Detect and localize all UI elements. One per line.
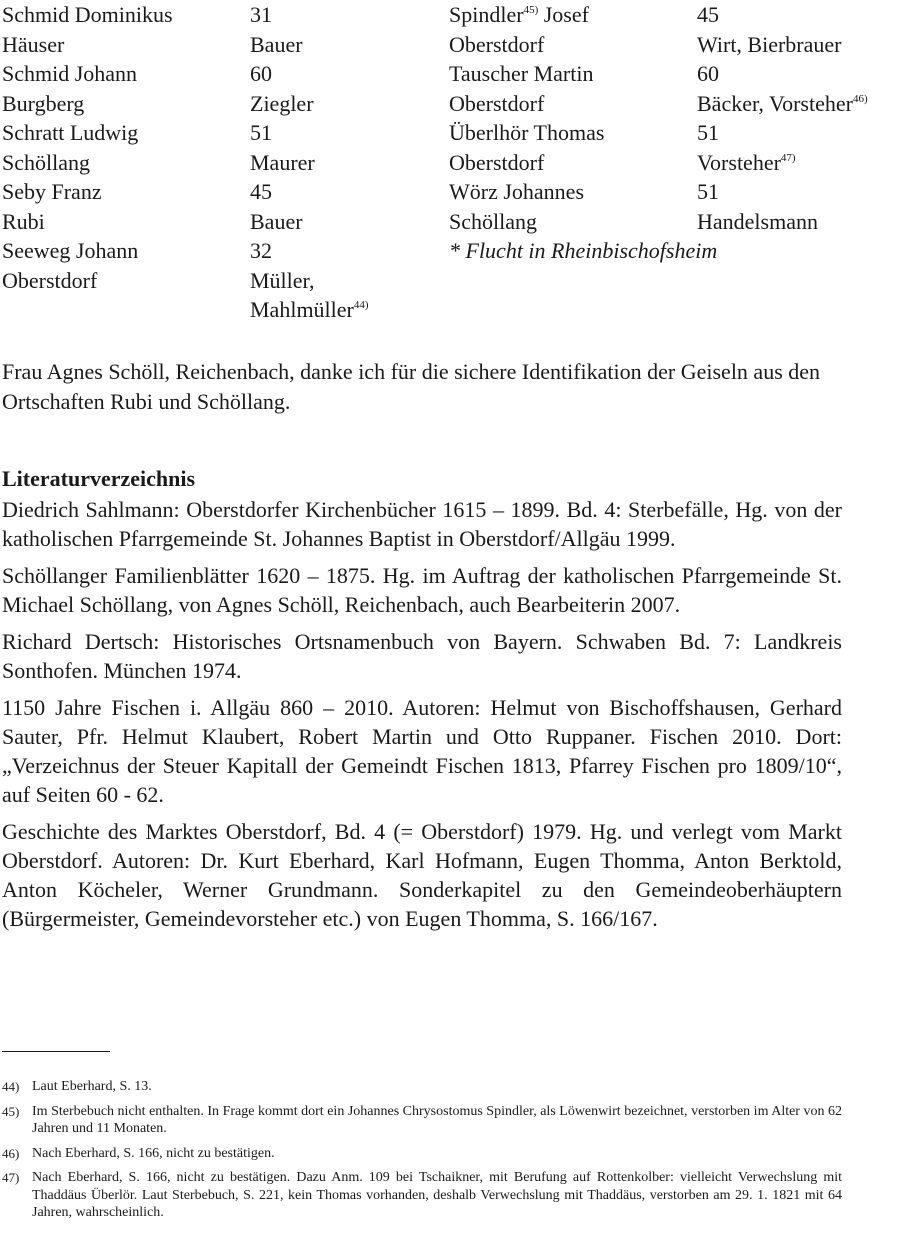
roster-name-text: Spindler: [449, 2, 524, 27]
roster-name: Schmid Johann: [2, 61, 138, 86]
roster-detail: 51: [697, 179, 719, 204]
footnote-number: 46): [2, 1145, 20, 1161]
footnote-number: 47): [2, 1170, 20, 1185]
roster-row: [2, 207, 442, 237]
bibliography-entry: Schöllanger Familienblätter 1620 – 1875. Hg. im Auftrag der katholischen Pfarrgemeinde St. Michael Schöllang, von Agnes Schöll, Reichenbach, auch Bearbeiterin 2007.: [2, 563, 842, 617]
roster-row: [2, 0, 442, 30]
footnote-text: Nach Eberhard, S. 166, nicht zu bestätigen. Dazu Anm. 109 bei Tschaikner, mit Berufung auf Rottenkolber: vielleicht Verwechslung mit Thaddäus Überlör. Laut Sterbebuch, S. 221, kein Thomas vorhanden, deshalb Verwechslung mit Thaddäus, verstorben am 29. 1. 1821 mit 64 Jahren, wahrscheinlich.: [32, 1170, 842, 1220]
footnote-ref[interactable]: 47): [780, 151, 796, 164]
roster-row: [2, 266, 442, 296]
roster-name: Tauscher Martin: [449, 61, 594, 86]
hostage-roster-right: [449, 0, 900, 266]
bibliography-entry: Richard Dertsch: Historisches Ortsnamenbuch von Bayern. Schwaben Bd. 7: Landkreis Sonthofen. München 1974.: [2, 629, 842, 683]
roster-occupation: Ziegler: [250, 90, 314, 116]
roster-detail: 31: [250, 2, 272, 27]
roster-name: Schmid Dominikus: [2, 2, 173, 27]
roster-detail: 60: [250, 61, 272, 86]
roster-place: Rubi: [2, 208, 45, 234]
footnote-number: 45): [2, 1103, 20, 1119]
roster-row: [2, 30, 442, 60]
footnote: [2, 1103, 842, 1138]
roster-row: [449, 148, 900, 178]
footnote-list: [2, 1078, 842, 1229]
footnote-ref[interactable]: 44): [353, 299, 369, 311]
roster-row: [449, 59, 900, 89]
roster-row: [449, 0, 900, 30]
roster-row: [449, 207, 900, 237]
roster-place: Oberstdorf: [449, 149, 545, 175]
roster-occupation: Bauer: [250, 208, 303, 234]
bibliography-entry: 1150 Jahre Fischen i. Allgäu 860 – 2010. Autoren: Helmut von Bischoffshausen, Gerhard Sauter, Pfr. Helmut Klaubert, Robert Martin und Otto Ruppaner. Fischen 2010. Dort: „Verzeichnus der Steuer Kapitall der Gemeindt Fischen 1813, Pfarrey Fischen pro 1809/10“, auf Seiten 60 - 62.: [2, 695, 842, 807]
footnote-number: 44): [2, 1079, 20, 1094]
bibliography-heading: Literaturverzeichnis: [2, 466, 196, 491]
roster-row: [449, 89, 900, 119]
roster-name-text: Josef: [538, 2, 589, 27]
bibliography-list: [2, 495, 842, 941]
roster-row: [2, 236, 442, 266]
footnote-text: Nach Eberhard, S. 166, nicht zu bestätigen.: [32, 1145, 275, 1161]
roster-place: Schöllang: [2, 149, 90, 175]
acknowledgement-paragraph: Frau Agnes Schöll, Reichenbach, danke ich für die sichere Identifikation der Geiseln aus den Ortschaften Rubi und Schöllang.: [2, 359, 821, 414]
roster-row: [2, 148, 442, 178]
roster-occupation: Handelsmann: [697, 208, 818, 234]
roster-name: [449, 0, 697, 30]
roster-occupation: Maurer: [250, 149, 315, 175]
roster-name: Wörz Johannes: [449, 179, 585, 204]
footnote-ref[interactable]: 45): [523, 4, 539, 16]
roster-name: Seby Franz: [2, 179, 102, 204]
roster-row: [2, 118, 442, 148]
roster-place: Oberstdorf: [2, 267, 98, 293]
roster-occupation-text: Bäcker, Vorsteher: [697, 90, 853, 116]
roster-row: [2, 177, 442, 207]
roster-occupation: Müller,: [250, 267, 315, 293]
roster-place: Oberstdorf: [449, 31, 545, 57]
roster-place: Burgberg: [2, 90, 85, 116]
roster-place: [2, 295, 250, 325]
roster-detail: 45: [697, 2, 719, 27]
roster-occupation: [697, 89, 868, 119]
bibliography-entry: Geschichte des Marktes Oberstdorf, Bd. 4 (= Oberstdorf) 1979. Hg. und verlegt vom Markt Oberstdorf. Autoren: Dr. Kurt Eberhard, Karl Hofmann, Eugen Thomma, Anton Berktold, Anton Köcheler, Werner Grundmann. Sonderkapitel zu den Gemeindeoberhäuptern (Bürgermeister, Gemeindevorsteher etc.) von Eugen Thomma, S. 166/167.: [2, 819, 842, 931]
roster-row: [449, 177, 900, 207]
roster-occupation: Wirt, Bierbrauer: [697, 31, 842, 57]
roster-occupation: Bauer: [250, 31, 303, 57]
roster-detail: 45: [250, 179, 272, 204]
roster-row: [449, 118, 900, 148]
roster-occupation-text: Vorsteher: [697, 149, 781, 175]
roster-occupation: [697, 148, 796, 178]
roster-row: [2, 89, 442, 119]
footnote-separator: [2, 1051, 110, 1052]
roster-place: Oberstdorf: [449, 90, 545, 116]
roster-occupation: [250, 295, 369, 325]
roster-detail: 60: [697, 61, 719, 86]
footnote-text: Laut Eberhard, S. 13.: [32, 1079, 152, 1094]
roster-note: * Flucht in Rheinbischofsheim: [449, 238, 718, 263]
footnote: [2, 1145, 842, 1163]
roster-occupation-text: Mahlmüller: [250, 297, 354, 322]
roster-detail: 51: [250, 120, 272, 145]
roster-detail: 51: [697, 120, 719, 145]
footnote: [2, 1169, 842, 1222]
roster-name: Schratt Ludwig: [2, 120, 139, 145]
footnote-ref[interactable]: 46): [852, 92, 868, 105]
roster-name: Seeweg Johann: [2, 238, 139, 263]
roster-row: [449, 30, 900, 60]
roster-row: [2, 59, 442, 89]
footnote: [2, 1078, 842, 1096]
roster-row: [2, 295, 442, 325]
roster-place: Häuser: [2, 31, 65, 57]
roster-detail: 32: [250, 238, 272, 263]
hostage-roster-left: [2, 0, 442, 325]
bibliography-entry: Diedrich Sahlmann: Oberstdorfer Kirchenbücher 1615 – 1899. Bd. 4: Sterbefälle, Hg. von der katholischen Pfarrgemeinde St. Johannes Baptist in Oberstdorf/Allgäu 1999.: [2, 497, 842, 551]
roster-name: Überlhör Thomas: [449, 120, 605, 145]
roster-place: Schöllang: [449, 208, 537, 234]
footnote-text: Im Sterbebuch nicht enthalten. In Frage kommt dort ein Johannes Chrysostomus Spindler, als Löwenwirt bezeichnet, verstorben im Alter von 62 Jahren und 11 Monaten.: [32, 1103, 842, 1136]
